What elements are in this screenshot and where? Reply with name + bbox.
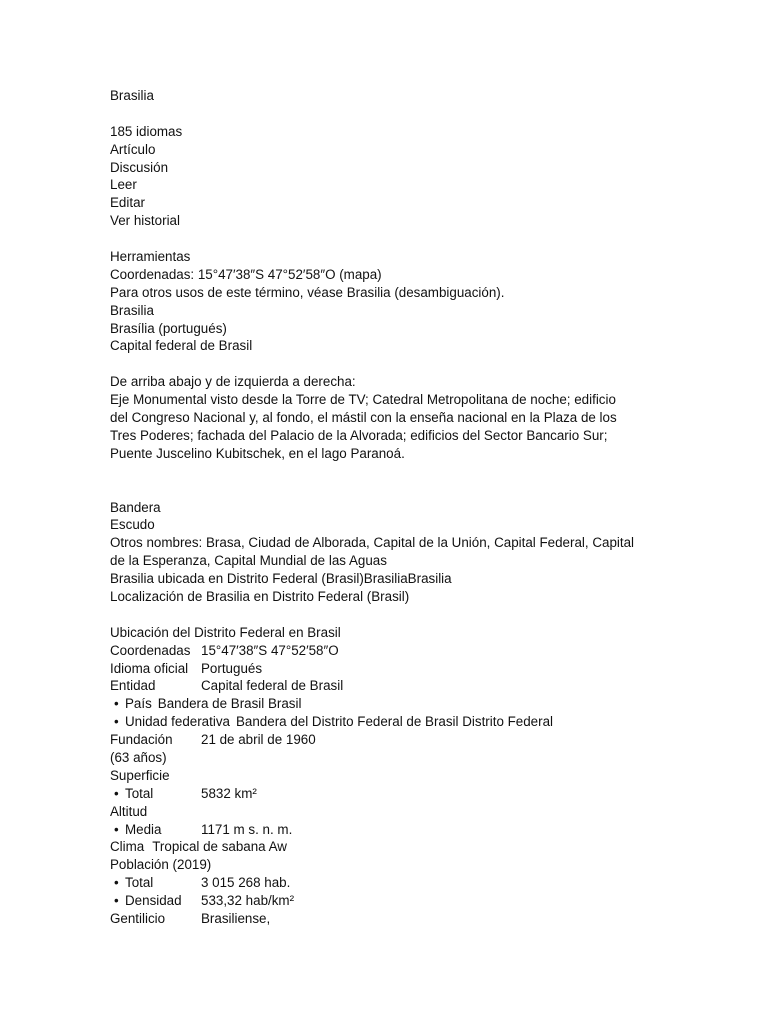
name-portuguese: Brasília (portugués) [110, 320, 227, 336]
infobox-key: Densidad [125, 893, 182, 909]
other-names-line: Otros nombres: Brasa, Ciudad de Alborada, Capital de la Unión, Capital Federal, Capital [110, 535, 635, 551]
infobox-key: Gentilicio [110, 910, 166, 926]
infobox-row-entity [110, 677, 670, 695]
caption-line: Eje Monumental visto desde la Torre de TV; Catedral Metropolitana de noche; edificio [110, 392, 616, 408]
infobox-row-founded [110, 731, 670, 749]
infobox-key: Total [125, 785, 154, 801]
location-label: Ubicación del Distrito Federal en Brasil [110, 624, 341, 640]
infobox-value: 15°47′38″S 47°52′58″O [201, 642, 339, 658]
infobox-key: Media [125, 821, 162, 837]
map-location: Brasilia ubicada en Distrito Federal (Brasil)BrasiliaBrasilia [110, 571, 452, 587]
infobox-value: Capital federal de Brasil [201, 678, 344, 694]
infobox-row-population-density [110, 892, 670, 910]
infobox-value: 1171 m s. n. m. [201, 821, 293, 837]
infobox-row-area-total [110, 785, 670, 803]
infobox-row-country [110, 695, 670, 713]
infobox-key: Clima [110, 839, 145, 855]
tab-history[interactable]: Ver historial [110, 213, 180, 229]
infobox-key: País [125, 696, 152, 712]
infobox-row-federal-unit [110, 713, 670, 731]
infobox-key: Idioma oficial [110, 660, 189, 676]
flag-label: Bandera [110, 499, 161, 515]
infobox-key: Unidad federativa [125, 714, 230, 730]
caption-line: Puente Juscelino Kubitschek, en el lago Paranoá. [110, 445, 405, 461]
infobox-value: Portugués [201, 660, 263, 676]
infobox-key: Altitud [110, 803, 148, 819]
infobox-row-altitude-mean [110, 821, 670, 839]
tab-edit[interactable]: Editar [110, 195, 145, 211]
infobox-value: 5832 km² [201, 785, 257, 801]
infobox-value: Bandera del Distrito Federal de Brasil Distrito Federal [235, 714, 554, 730]
tab-discussion[interactable]: Discusión [110, 159, 169, 175]
infobox-row-language [110, 660, 670, 678]
caption-line: Tres Poderes; fachada del Palacio de la Alvorada; edificios del Sector Bancario Sur; [110, 427, 608, 443]
caption-line: del Congreso Nacional y, al fondo, el mástil con la enseña nacional en la Plaza de los [110, 410, 617, 426]
infobox-row-climate [110, 838, 670, 856]
subtitle: Capital federal de Brasil [110, 338, 253, 354]
infobox-value: Tropical de sabana Aw [152, 839, 287, 855]
tab-read[interactable]: Leer [110, 177, 137, 193]
disambiguation-note: Para otros usos de este término, véase Brasilia (desambiguación). [110, 284, 505, 300]
coordinates-line: Coordenadas: 15°47′38″S 47°52′58″O (mapa) [110, 266, 382, 282]
infobox-value: Brasiliense, [201, 910, 271, 926]
bullet-icon: • [114, 785, 119, 801]
name-spanish: Brasilia [110, 302, 154, 318]
bullet-icon: • [114, 893, 119, 909]
map-caption: Localización de Brasilia en Distrito Federal (Brasil) [110, 588, 410, 604]
infobox-value: Bandera de Brasil Brasil [157, 696, 302, 712]
bullet-icon: • [114, 821, 119, 837]
infobox-key: Total [125, 875, 154, 891]
document-page [110, 87, 670, 928]
caption-line: De arriba abajo y de izquierda a derecha: [110, 374, 356, 390]
infobox-value: 533,32 hab/km² [201, 893, 295, 909]
infobox-row-population-total [110, 874, 670, 892]
infobox-row-coordinates [110, 642, 670, 660]
infobox-key: Fundación [110, 732, 173, 748]
bullet-icon: • [114, 875, 119, 891]
infobox-key: Coordenadas [110, 642, 191, 658]
tools-menu[interactable]: Herramientas [110, 249, 191, 265]
infobox-value: 21 de abril de 1960 [201, 732, 316, 748]
bullet-icon: • [114, 696, 119, 712]
infobox-key: Entidad [110, 678, 156, 694]
tab-article[interactable]: Artículo [110, 141, 156, 157]
page-title: Brasilia [110, 88, 154, 103]
infobox-key: Población (2019) [110, 857, 212, 873]
infobox-row-demonym [110, 910, 670, 928]
infobox-key: Superficie [110, 767, 170, 783]
shield-label: Escudo [110, 517, 155, 533]
languages-link[interactable]: 185 idiomas [110, 123, 183, 139]
other-names-line: de la Esperanza, Capital Mundial de las Aguas [110, 553, 387, 569]
founded-years: (63 años) [110, 749, 167, 765]
infobox-value: 3 015 268 hab. [201, 875, 291, 891]
bullet-icon: • [114, 714, 119, 730]
